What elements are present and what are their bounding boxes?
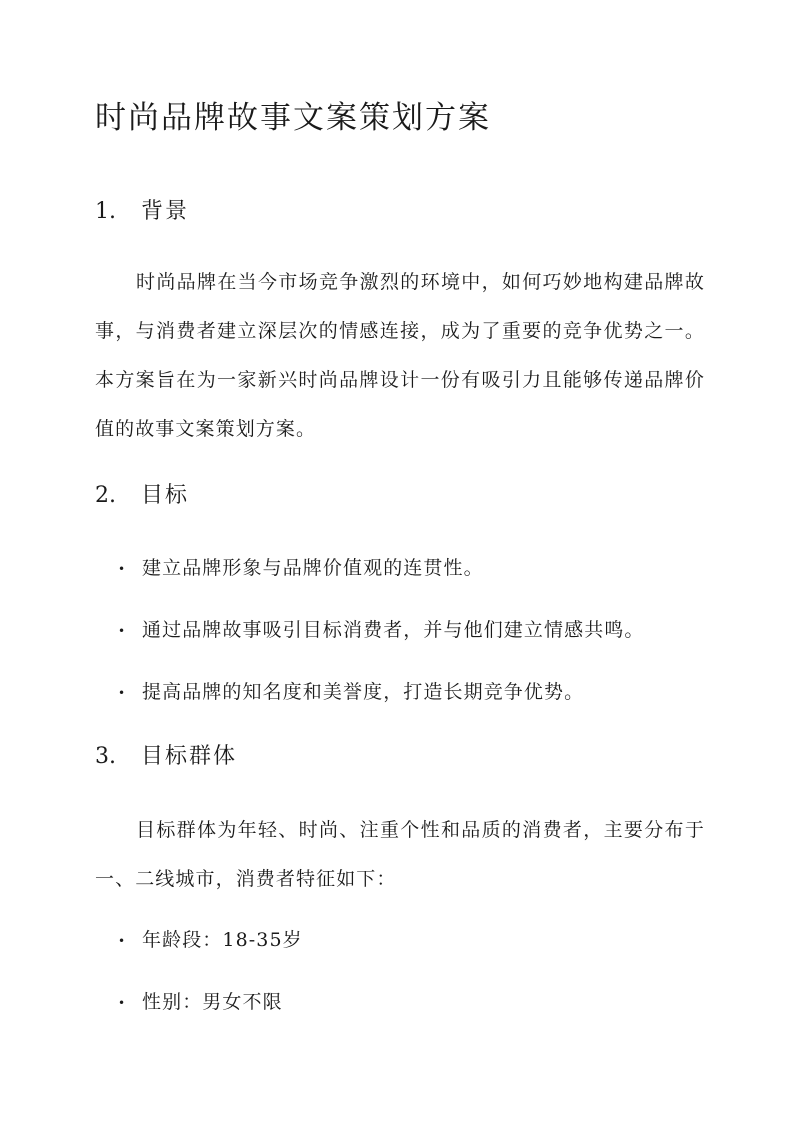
bullet-icon: • [118,686,127,700]
list-item [118,988,283,1017]
section-number: 1. [95,199,116,224]
list-item-text: 年龄段：18-35岁 [142,929,303,951]
bullet-icon: • [118,562,127,576]
bullet-icon: • [118,934,127,948]
list-item [118,616,645,645]
list-item [118,554,484,583]
document-title: 时尚品牌故事文案策划方案 [95,100,491,136]
target-group-paragraph: 目标群体为年轻、时尚、注重个性和品质的消费者，主要分布于一、二线城市，消费者特征如下： [95,819,705,890]
section-title: 目标 [141,483,190,508]
list-item-text: 通过品牌故事吸引目标消费者，并与他们建立情感共鸣。 [142,619,645,641]
list-item-text: 建立品牌形象与品牌价值观的连贯性。 [142,557,484,579]
list-item-text: 提高品牌的知名度和美誉度，打造长期竞争优势。 [142,681,585,703]
section-heading-target-group [95,742,237,772]
section-title: 背景 [141,199,190,224]
list-item [118,926,303,955]
background-paragraph: 时尚品牌在当今市场竞争激烈的环境中，如何巧妙地构建品牌故事，与消费者建立深层次的情感连接，成为了重要的竞争优势之一。本方案旨在为一家新兴时尚品牌设计一份有吸引力且能够传递品牌价值的故事文案策划方案。 [95,271,705,440]
list-item [118,678,584,707]
section-number: 3. [95,744,116,769]
section-number: 2. [95,483,116,508]
section-title: 目标群体 [141,744,238,769]
list-item-text: 性别：男女不限 [142,991,283,1013]
bullet-icon: • [118,624,127,638]
bullet-icon: • [118,996,127,1010]
section-heading-goals [95,481,189,511]
section-heading-background [95,197,189,227]
